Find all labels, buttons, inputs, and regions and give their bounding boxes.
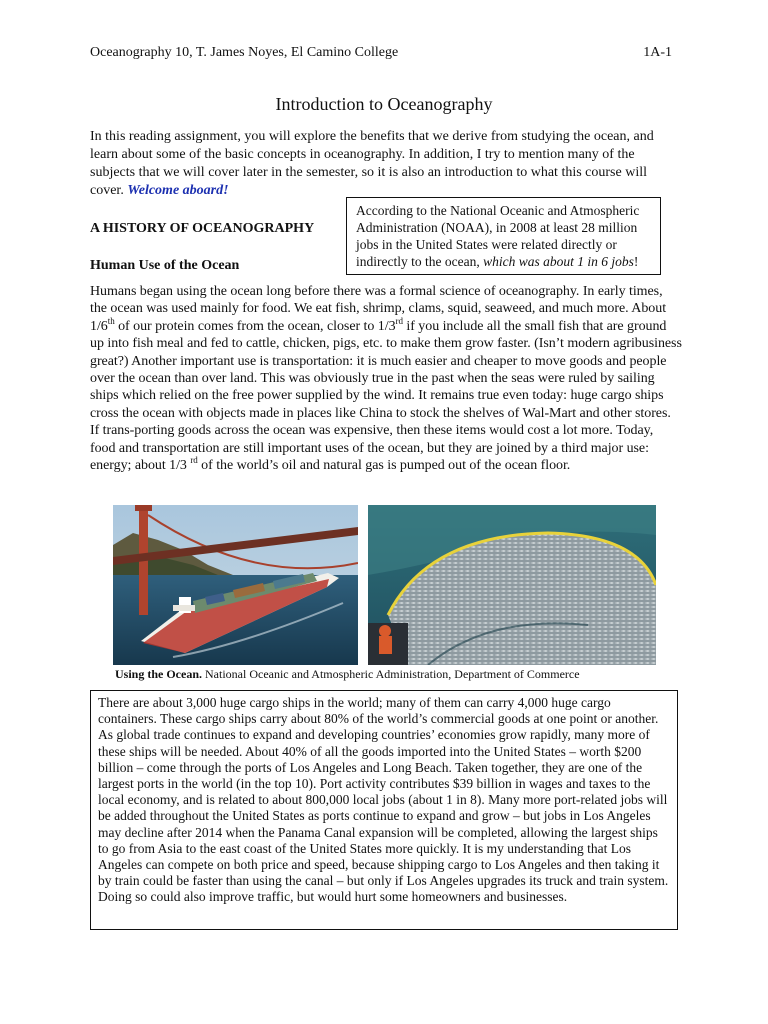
callout-end: ! bbox=[633, 254, 639, 269]
photo-caption bbox=[115, 667, 580, 682]
superscript-rd-1: rd bbox=[395, 315, 403, 326]
callout-text: According to the National Oceanic and Atmospheric Administration (NOAA), in 2008 at least 28 million jobs in the United States were related directly or indirectly to the ocean, bbox=[356, 203, 640, 269]
noaa-callout-box bbox=[346, 197, 661, 275]
fishing-net-photo bbox=[368, 505, 656, 665]
cargo-ships-info-box: There are about 3,000 huge cargo ships in the world; many of them can carry 4,000 huge cargo containers. These cargo ships carry about 80% of the world’s commercial goods at one point or another. As global trade continues to expand and developing countries’ economies grow rapidly, many more of these ships will be needed. About 40% of all the goods imported into the United States – worth $200 billion – come through the ports of Los Angeles and Long Beach. Taken together, they are one of the largest ports in the world (in the top 10). Port activity contributes $39 billion in wages and taxes to the local economy, and is related to about 800,000 local jobs (about 1 in 8). Many more port-related jobs will be added throughout the United States as ports continue to expand and grow – but jobs in Los Angeles may decline after 2014 when the Panama Canal expansion will be completed, allowing the largest ships to go from Asia to the east coast of the United States more quickly. It is my understanding that Los Angeles can compete on both price and speed, because shipping cargo to Los Angeles and then taking it by train could be faster than using the canal – but only if Los Angeles upgrades its truck and train system. Doing so could also improve traffic, but would hurt some homeowners and businesses. bbox=[90, 690, 678, 930]
subsection-heading: Human Use of the Ocean bbox=[90, 258, 240, 273]
page-number: 1A-1 bbox=[643, 45, 672, 60]
course-header: Oceanography 10, T. James Noyes, El Camino College bbox=[90, 45, 399, 60]
body-text-3: if you include all the small fish that are ground up into fish meal and fed to cattle, chicken, pigs, etc. to make them grow faster. (Isn’t modern agribusiness great?) Another important use is transportation: it is much easier and cheaper to move goods and people over the ocean than over land. This was obviously true in the past when the seas were ruled by sailing ships which relied on the free power supplied by the wind. It remains true even today: huge cargo ships cross the ocean with objects made in places like China to stock the shelves of Wal-Mart and other stores. If trans-porting goods across the ocean was expensive, then these items would cost a lot more. Today, food and transportation are still important uses of the ocean, but they are joined by a third major use: energy; about 1/3 bbox=[90, 318, 682, 474]
page-title: Introduction to Oceanography bbox=[275, 94, 493, 114]
welcome-text: Welcome aboard! bbox=[127, 183, 229, 198]
body-text-2: of our protein comes from the ocean, closer to 1/3 bbox=[114, 318, 396, 334]
intro-paragraph bbox=[90, 128, 680, 200]
callout-emphasis: which was about 1 in 6 jobs bbox=[483, 254, 634, 269]
superscript-th: th bbox=[107, 315, 115, 326]
caption-text: National Oceanic and Atmospheric Administration, Department of Commerce bbox=[202, 667, 580, 681]
superscript-rd-2: rd bbox=[190, 455, 198, 466]
caption-bold: Using the Ocean. bbox=[115, 667, 202, 681]
body-paragraph bbox=[90, 283, 682, 474]
body-text-4: of the world’s oil and natural gas is pumped out of the ocean floor. bbox=[197, 458, 571, 474]
intro-text: In this reading assignment, you will explore the benefits that we derive from studying the ocean, and learn about some of the basic concepts in oceanography. In addition, I try to mention many of the subjects that we will cover later in the semester, so it is also an introduction to what this course will cover. bbox=[90, 129, 654, 198]
cargo-ship-photo bbox=[113, 505, 358, 665]
body-text-1: Humans began using the ocean long before there was a formal science of oceanography. In early times, the ocean was used mainly for food. We eat fish, shrimp, clams, squid, seaweed, and much more. About 1/6 bbox=[90, 284, 667, 334]
section-heading: A HISTORY OF OCEANOGRAPHY bbox=[90, 221, 315, 236]
